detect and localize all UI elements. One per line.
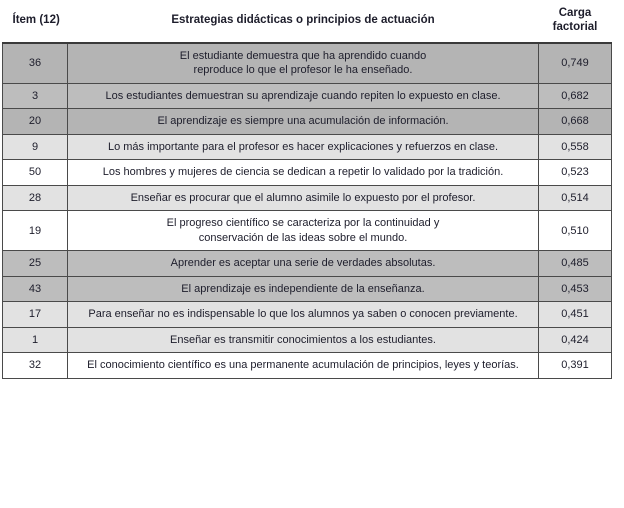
cell-item-number: 20 bbox=[3, 109, 68, 135]
table-row bbox=[3, 211, 612, 251]
statement-line: El conocimiento científico es una permanente acumulación de principios, leyes y teorías. bbox=[87, 359, 519, 372]
cell-factor-loading: 0,391 bbox=[539, 353, 612, 379]
table-row bbox=[3, 251, 612, 277]
cell-item-number: 19 bbox=[3, 211, 68, 251]
table-row bbox=[3, 160, 612, 186]
factor-loadings-table bbox=[2, 0, 612, 379]
statement-line: Enseñar es procurar que el alumno asimile lo expuesto por el profesor. bbox=[130, 191, 476, 204]
cell-factor-loading: 0,749 bbox=[539, 43, 612, 84]
cell-statement bbox=[68, 83, 539, 109]
cell-statement bbox=[68, 327, 539, 353]
table-row bbox=[3, 109, 612, 135]
cell-statement bbox=[68, 160, 539, 186]
statement-line: El estudiante demuestra que ha aprendido cuando bbox=[179, 49, 427, 62]
table-row bbox=[3, 327, 612, 353]
cell-factor-loading: 0,558 bbox=[539, 134, 612, 160]
statement-line: Los estudiantes demuestran su aprendizaje cuando repiten lo expuesto en clase. bbox=[105, 89, 501, 102]
table-row bbox=[3, 185, 612, 211]
column-header-statement: Estrategias didácticas o principios de actuación bbox=[68, 0, 539, 43]
cell-item-number: 17 bbox=[3, 302, 68, 328]
cell-item-number: 43 bbox=[3, 276, 68, 302]
cell-statement bbox=[68, 302, 539, 328]
table-row bbox=[3, 276, 612, 302]
statement-line: conservación de las ideas sobre el mundo. bbox=[198, 231, 408, 244]
statement-line: Aprender es aceptar una serie de verdades absolutas. bbox=[170, 257, 436, 270]
cell-statement bbox=[68, 276, 539, 302]
cell-factor-loading: 0,514 bbox=[539, 185, 612, 211]
table-header bbox=[3, 0, 612, 43]
table-row bbox=[3, 43, 612, 84]
factor-loadings-table-container bbox=[2, 0, 611, 379]
column-header-item: Ítem (12) bbox=[3, 0, 68, 43]
table-row bbox=[3, 134, 612, 160]
cell-statement bbox=[68, 185, 539, 211]
statement-line: El aprendizaje es siempre una acumulación de información. bbox=[157, 115, 449, 128]
cell-item-number: 32 bbox=[3, 353, 68, 379]
cell-factor-loading: 0,668 bbox=[539, 109, 612, 135]
statement-line: Lo más importante para el profesor es hacer explicaciones y refuerzos en clase. bbox=[107, 140, 499, 153]
cell-factor-loading: 0,424 bbox=[539, 327, 612, 353]
column-header-loading bbox=[539, 0, 612, 43]
cell-statement bbox=[68, 134, 539, 160]
cell-statement bbox=[68, 43, 539, 84]
column-header-loading-line2: factorial bbox=[552, 21, 598, 34]
column-header-loading-line1: Carga bbox=[558, 7, 592, 19]
table-row bbox=[3, 353, 612, 379]
cell-statement bbox=[68, 251, 539, 277]
statement-line: El aprendizaje es independiente de la enseñanza. bbox=[181, 282, 425, 295]
cell-factor-loading: 0,485 bbox=[539, 251, 612, 277]
cell-factor-loading: 0,682 bbox=[539, 83, 612, 109]
cell-item-number: 28 bbox=[3, 185, 68, 211]
cell-statement bbox=[68, 109, 539, 135]
table-row bbox=[3, 83, 612, 109]
statement-line: El progreso científico se caracteriza por la continuidad y bbox=[166, 217, 440, 230]
cell-item-number: 50 bbox=[3, 160, 68, 186]
cell-factor-loading: 0,510 bbox=[539, 211, 612, 251]
table-body bbox=[3, 43, 612, 379]
cell-statement bbox=[68, 353, 539, 379]
cell-statement bbox=[68, 211, 539, 251]
cell-factor-loading: 0,451 bbox=[539, 302, 612, 328]
statement-line: reproduce lo que el profesor le ha enseñado. bbox=[193, 64, 413, 77]
cell-item-number: 36 bbox=[3, 43, 68, 84]
cell-factor-loading: 0,523 bbox=[539, 160, 612, 186]
cell-item-number: 9 bbox=[3, 134, 68, 160]
cell-item-number: 3 bbox=[3, 83, 68, 109]
cell-item-number: 1 bbox=[3, 327, 68, 353]
statement-line: Los hombres y mujeres de ciencia se dedican a repetir lo validado por la tradición. bbox=[102, 166, 504, 179]
header-row bbox=[3, 0, 612, 43]
statement-line: Enseñar es transmitir conocimientos a los estudiantes. bbox=[170, 333, 436, 346]
cell-factor-loading: 0,453 bbox=[539, 276, 612, 302]
statement-line: Para enseñar no es indispensable lo que los alumnos ya saben o conocen previamente. bbox=[88, 308, 518, 321]
cell-item-number: 25 bbox=[3, 251, 68, 277]
table-row bbox=[3, 302, 612, 328]
